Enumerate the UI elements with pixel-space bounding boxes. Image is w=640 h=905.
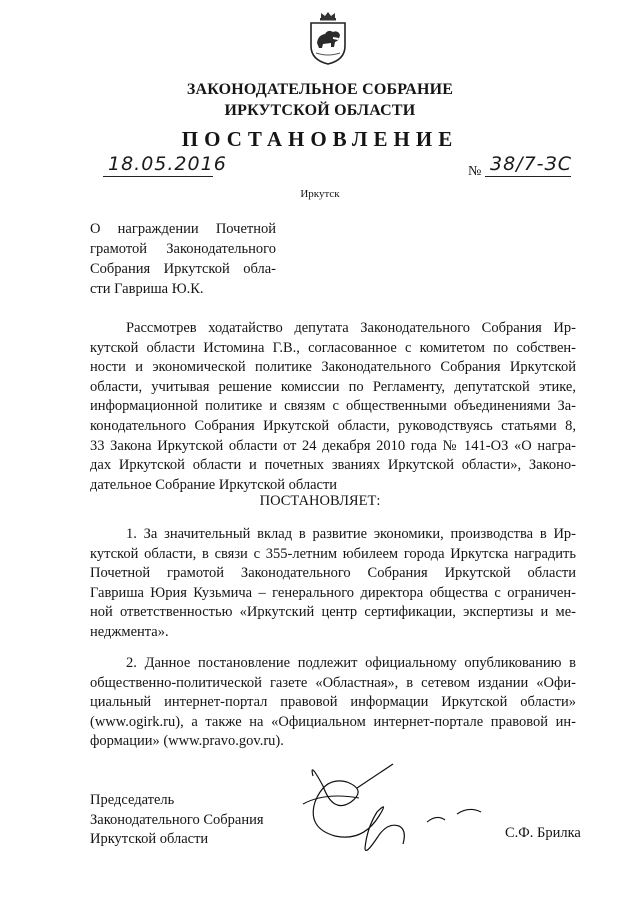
document-date: 18.05.2016 [108, 153, 227, 175]
paragraph-line: Гавриша Юрия Кузьмича – генерального директора общества с ограничен- [90, 584, 576, 601]
number-sign: № [468, 164, 482, 179]
paragraph-line: области, учитывая решение комиссии по Регламенту, депутатской этике, [90, 378, 576, 395]
subject-line: сти Гавриша Ю.К. [90, 281, 204, 297]
paragraph-line: Рассмотрев ходатайство депутата Законодательного Собрания Ир- [126, 320, 576, 336]
paragraph-line: Почетной грамотой Законодательного Собрания Иркутской области [90, 565, 576, 582]
paragraph-line: информационной политике и связям с общественными объединениями За- [90, 398, 576, 415]
date-underline [103, 176, 213, 177]
paragraph-line: кутской области Истомина Г.В., согласованное с комитетом по собствен- [90, 339, 576, 356]
number-underline [485, 176, 571, 177]
subject-line: Собрания Иркутской обла- [90, 261, 276, 277]
item-2-paragraph [90, 654, 576, 752]
coat-of-arms-icon [308, 10, 348, 66]
signatory-title-line: Законодательного Собрания [90, 811, 264, 828]
paragraph-line: 33 Закона Иркутской области от 24 декабря 2010 года № 141-ОЗ «О награ- [90, 437, 576, 454]
paragraph-line: дательное Собрание Иркутской области [90, 476, 338, 493]
paragraph-line: кутской области, в связи с 355-летним юбилеем города Иркутска наградить [90, 545, 576, 562]
subject-line: О награждении Почетной [90, 221, 276, 237]
subject-line: грамотой Законодательного [90, 241, 276, 257]
paragraph-line: ности и экономической политике Законодательного Собрания Иркутской [90, 359, 576, 376]
document-number: 38/7-ЗС [490, 153, 572, 175]
paragraph-line: 1. За значительный вклад в развитие экономики, производства в Ир- [126, 526, 576, 542]
signatory-title [90, 791, 264, 850]
preamble-paragraph [90, 319, 576, 495]
paragraph-line: неджмента». [90, 623, 169, 640]
resolve-heading: ПОСТАНОВЛЯЕТ: [259, 493, 381, 509]
paragraph-line: конодательного Собрания Иркутской области, руководствуясь статьями 8, [90, 417, 576, 434]
document-subject [90, 219, 276, 299]
item-1-paragraph [90, 525, 576, 643]
paragraph-line: формации» (www.pravo.gov.ru). [90, 733, 284, 750]
org-title-line1: ЗАКОНОДАТЕЛЬНОЕ СОБРАНИЕ [186, 81, 454, 98]
paragraph-line: (www.ogirk.ru), а также на «Официальном интернет-портале правовой ин- [90, 713, 576, 730]
paragraph-line: ной ответственностью «Иркутский центр сертификации, экспертизы и ме- [90, 604, 576, 621]
signatory-title-line: Иркутской области [90, 831, 209, 848]
city-label: Иркутск [300, 188, 340, 200]
paragraph-line: общественно-политической газете «Областная», в сетевом издании «Офи- [90, 674, 576, 691]
paragraph-line: 2. Данное постановление подлежит официальному опубликованию в [126, 655, 576, 671]
signatory-title-line: Председатель [90, 792, 175, 808]
handwritten-signature-icon [295, 752, 515, 862]
document-type: ПОСТАНОВЛЕНИЕ [181, 127, 459, 151]
org-title-line2: ИРКУТСКОЙ ОБЛАСТИ [224, 102, 416, 119]
paragraph-line: циальный интернет-портал правовой информации Иркутской области» [90, 694, 576, 711]
signatory-name: С.Ф. Брилка [505, 825, 581, 841]
paragraph-line: дах Иркутской области и почетных званиях Иркутской области», Законо- [90, 457, 576, 474]
